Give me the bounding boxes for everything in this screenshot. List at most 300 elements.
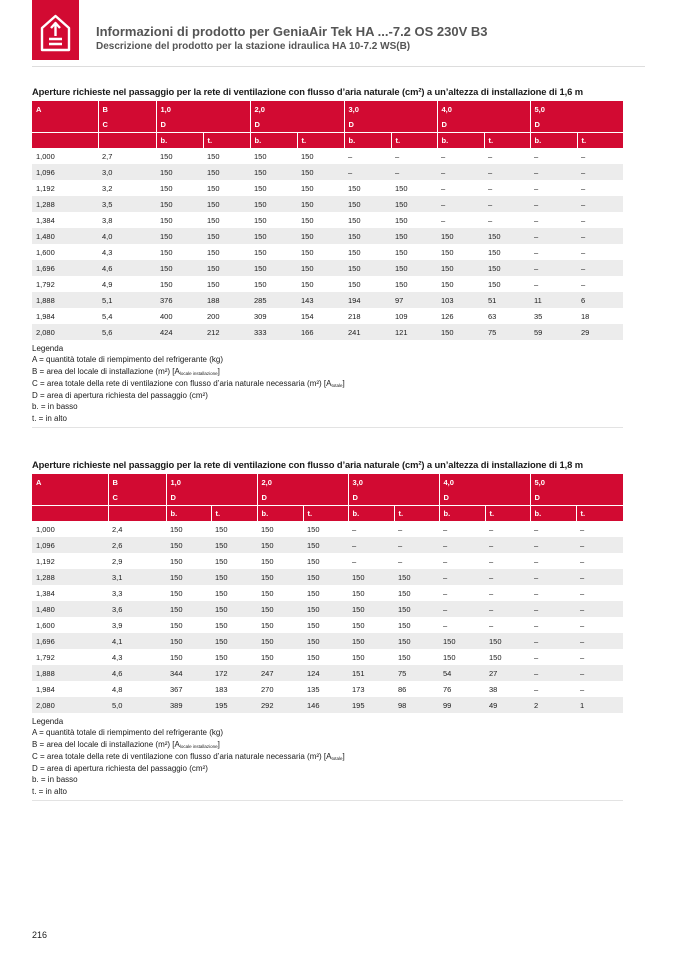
table-cell: – bbox=[437, 180, 484, 196]
table-cell: 124 bbox=[303, 665, 348, 681]
table-cell: 150 bbox=[437, 324, 484, 340]
header-cell: C bbox=[98, 117, 156, 133]
header-cell: D bbox=[530, 490, 623, 506]
table-cell: 150 bbox=[166, 633, 211, 649]
table-cell: 247 bbox=[257, 665, 303, 681]
table-cell: 150 bbox=[211, 633, 257, 649]
table-cell: 150 bbox=[485, 649, 530, 665]
table-cell: – bbox=[577, 212, 623, 228]
table-cell: 2,080 bbox=[32, 324, 98, 340]
legend bbox=[32, 343, 623, 424]
table-cell: – bbox=[576, 569, 623, 585]
table-cell: 4,1 bbox=[108, 633, 166, 649]
table-cell: 150 bbox=[297, 212, 344, 228]
table-row bbox=[32, 681, 623, 697]
table-cell: 150 bbox=[297, 228, 344, 244]
table-row bbox=[32, 308, 623, 324]
table-cell: – bbox=[484, 180, 530, 196]
header-cell: t. bbox=[577, 133, 623, 149]
table-cell: – bbox=[576, 601, 623, 617]
table-cell: 150 bbox=[250, 196, 297, 212]
table-cell: 166 bbox=[297, 324, 344, 340]
header-cell: D bbox=[439, 490, 530, 506]
header-cell: t. bbox=[485, 506, 530, 522]
table-row bbox=[32, 521, 623, 537]
header-cell: b. bbox=[348, 506, 394, 522]
table-cell: 150 bbox=[156, 196, 203, 212]
header-cell: t. bbox=[211, 506, 257, 522]
table-cell: 150 bbox=[297, 260, 344, 276]
header-cell: 3,0 bbox=[344, 101, 437, 117]
table-cell: 150 bbox=[166, 649, 211, 665]
table-cell: – bbox=[530, 148, 577, 164]
table-row bbox=[32, 553, 623, 569]
table-cell: – bbox=[439, 617, 485, 633]
table-cell: 150 bbox=[156, 260, 203, 276]
header-cell: D bbox=[166, 490, 257, 506]
table-cell: 150 bbox=[348, 601, 394, 617]
table-cell: 150 bbox=[303, 585, 348, 601]
table-cell: 150 bbox=[257, 601, 303, 617]
table-cell: 424 bbox=[156, 324, 203, 340]
table-cell: 135 bbox=[303, 681, 348, 697]
table-cell: 241 bbox=[344, 324, 391, 340]
table-row bbox=[32, 196, 623, 212]
table-cell: 150 bbox=[257, 633, 303, 649]
table-cell: 150 bbox=[344, 196, 391, 212]
legend-line-top: t. = in alto bbox=[32, 786, 67, 796]
table-cell: 97 bbox=[391, 292, 437, 308]
table-cell: 1,096 bbox=[32, 164, 98, 180]
table-cell: 1,384 bbox=[32, 585, 108, 601]
table-cell: 195 bbox=[348, 697, 394, 713]
table-cell: – bbox=[577, 228, 623, 244]
header-cell: D bbox=[250, 117, 344, 133]
table-cell: – bbox=[530, 537, 576, 553]
table-cell: 150 bbox=[394, 633, 439, 649]
table-cell: – bbox=[344, 164, 391, 180]
table-cell: – bbox=[439, 521, 485, 537]
legend-line-bottom: b. = in basso bbox=[32, 775, 78, 785]
table-cell: – bbox=[576, 537, 623, 553]
header-cell bbox=[32, 133, 98, 149]
header-cell: B bbox=[98, 101, 156, 117]
table-cell: 183 bbox=[211, 681, 257, 697]
legend-title: Legenda bbox=[32, 717, 64, 726]
table-cell: – bbox=[439, 569, 485, 585]
table-cell: – bbox=[530, 649, 576, 665]
table-cell: 285 bbox=[250, 292, 297, 308]
table-cell: 188 bbox=[203, 292, 250, 308]
header-cell: 1,0 bbox=[166, 474, 257, 490]
table-cell: 150 bbox=[257, 617, 303, 633]
header-cell: t. bbox=[303, 506, 348, 522]
table-cell: 200 bbox=[203, 308, 250, 324]
table-cell: – bbox=[530, 601, 576, 617]
table-cell: 150 bbox=[166, 569, 211, 585]
table-title: Aperture richieste nel passaggio per la rete di ventilazione con flusso d’aria naturale (cm²) a un’altezza di installazione di 1,8 m bbox=[32, 459, 584, 470]
header-cell bbox=[32, 490, 108, 506]
header-cell: t. bbox=[297, 133, 344, 149]
table-cell: 150 bbox=[484, 244, 530, 260]
header-cell: b. bbox=[439, 506, 485, 522]
table-cell: – bbox=[530, 617, 576, 633]
table-row bbox=[32, 617, 623, 633]
table-cell: – bbox=[485, 601, 530, 617]
table-cell: 150 bbox=[156, 276, 203, 292]
legend-title: Legenda bbox=[32, 344, 64, 353]
table-cell: 3,6 bbox=[108, 601, 166, 617]
table-cell: – bbox=[576, 633, 623, 649]
table-cell: 121 bbox=[391, 324, 437, 340]
table-row bbox=[32, 244, 623, 260]
table-cell: 4,6 bbox=[98, 260, 156, 276]
table-cell: 151 bbox=[348, 665, 394, 681]
table-cell: 150 bbox=[484, 228, 530, 244]
table-cell: 150 bbox=[211, 617, 257, 633]
house-refrigerant-icon bbox=[38, 12, 73, 54]
table-cell: 150 bbox=[348, 649, 394, 665]
header-cell: b. bbox=[344, 133, 391, 149]
table-cell: 38 bbox=[485, 681, 530, 697]
table-cell: 5,6 bbox=[98, 324, 156, 340]
table-cell: 2,9 bbox=[108, 553, 166, 569]
table-row bbox=[32, 228, 623, 244]
header-cell: b. bbox=[437, 133, 484, 149]
table-cell: 150 bbox=[166, 521, 211, 537]
table-cell: 150 bbox=[203, 164, 250, 180]
table-cell: 1,600 bbox=[32, 244, 98, 260]
table-cell: 150 bbox=[211, 569, 257, 585]
table-row bbox=[32, 585, 623, 601]
table-cell: 195 bbox=[211, 697, 257, 713]
table-cell: – bbox=[530, 164, 577, 180]
table-cell: 150 bbox=[166, 601, 211, 617]
table-row bbox=[32, 164, 623, 180]
table-cell: – bbox=[530, 260, 577, 276]
table-cell: 1,984 bbox=[32, 308, 98, 324]
table-cell: 150 bbox=[156, 228, 203, 244]
table-cell: 150 bbox=[257, 537, 303, 553]
table-cell: – bbox=[485, 521, 530, 537]
table-cell: 150 bbox=[156, 148, 203, 164]
table-cell: 1,792 bbox=[32, 276, 98, 292]
table-cell: – bbox=[391, 148, 437, 164]
table-cell: 150 bbox=[211, 585, 257, 601]
table-cell: – bbox=[485, 569, 530, 585]
table-row bbox=[32, 276, 623, 292]
table-cell: 49 bbox=[485, 697, 530, 713]
table-cell: 150 bbox=[211, 537, 257, 553]
table-cell: 3,1 bbox=[108, 569, 166, 585]
table-cell: 1,000 bbox=[32, 521, 108, 537]
legend bbox=[32, 716, 623, 797]
table-cell: 146 bbox=[303, 697, 348, 713]
table-cell: – bbox=[484, 164, 530, 180]
table-cell: 344 bbox=[166, 665, 211, 681]
table-cell: – bbox=[348, 537, 394, 553]
table-cell: 150 bbox=[303, 569, 348, 585]
table-cell: 1,000 bbox=[32, 148, 98, 164]
table-cell: 99 bbox=[439, 697, 485, 713]
table-row bbox=[32, 180, 623, 196]
header-cell: C bbox=[108, 490, 166, 506]
table-cell: 150 bbox=[156, 212, 203, 228]
table-title: Aperture richieste nel passaggio per la rete di ventilazione con flusso d’aria naturale (cm²) a un’altezza di installazione di 1,6 m bbox=[32, 86, 584, 97]
table-cell: 98 bbox=[394, 697, 439, 713]
table-cell: – bbox=[484, 212, 530, 228]
legend-line-bottom: b. = in basso bbox=[32, 402, 78, 412]
table-cell: 150 bbox=[391, 244, 437, 260]
table-cell: 150 bbox=[437, 260, 484, 276]
table-cell: 150 bbox=[203, 180, 250, 196]
table-cell: 150 bbox=[203, 244, 250, 260]
table-cell: 150 bbox=[166, 585, 211, 601]
table-cell: – bbox=[485, 553, 530, 569]
header-cell: t. bbox=[203, 133, 250, 149]
table-cell: 1,288 bbox=[32, 196, 98, 212]
table-cell: 150 bbox=[203, 276, 250, 292]
table-row bbox=[32, 569, 623, 585]
table-cell: – bbox=[530, 228, 577, 244]
page-subtitle: Descrizione del prodotto per la stazione idraulica HA 10-7.2 WS(B) bbox=[96, 41, 411, 52]
table-cell: – bbox=[344, 148, 391, 164]
header-cell: b. bbox=[530, 506, 576, 522]
header-cell: 2,0 bbox=[250, 101, 344, 117]
table-cell: 150 bbox=[250, 164, 297, 180]
table-cell: 150 bbox=[437, 276, 484, 292]
table-cell: 1,888 bbox=[32, 665, 108, 681]
table-cell: 150 bbox=[156, 180, 203, 196]
table-cell: 3,9 bbox=[108, 617, 166, 633]
page-number: 216 bbox=[32, 930, 48, 940]
table-cell: 1,480 bbox=[32, 228, 98, 244]
table-cell: 1,984 bbox=[32, 681, 108, 697]
table-cell: – bbox=[485, 585, 530, 601]
table-cell: 5,1 bbox=[98, 292, 156, 308]
table-cell: – bbox=[577, 148, 623, 164]
table-cell: 4,8 bbox=[108, 681, 166, 697]
table-cell: – bbox=[530, 180, 577, 196]
table-body bbox=[32, 148, 623, 340]
table-cell: 3,8 bbox=[98, 212, 156, 228]
table-cell: 4,0 bbox=[98, 228, 156, 244]
table-cell: 150 bbox=[203, 148, 250, 164]
table-cell: – bbox=[439, 553, 485, 569]
table-cell: 150 bbox=[297, 180, 344, 196]
table-cell: 4,9 bbox=[98, 276, 156, 292]
table-cell: 150 bbox=[439, 649, 485, 665]
table-cell: 6 bbox=[577, 292, 623, 308]
ventilation-table bbox=[32, 474, 623, 713]
table-cell: 150 bbox=[156, 164, 203, 180]
table-cell: – bbox=[577, 276, 623, 292]
table-cell: 18 bbox=[577, 308, 623, 324]
table-row bbox=[32, 697, 623, 713]
table-cell: 150 bbox=[391, 260, 437, 276]
table-cell: 54 bbox=[439, 665, 485, 681]
table-row bbox=[32, 292, 623, 308]
table-cell: 150 bbox=[203, 212, 250, 228]
table-cell: 150 bbox=[344, 260, 391, 276]
table-cell: 150 bbox=[437, 244, 484, 260]
table-cell: – bbox=[576, 681, 623, 697]
header-cell bbox=[32, 117, 98, 133]
table-cell: 150 bbox=[297, 164, 344, 180]
table-cell: 292 bbox=[257, 697, 303, 713]
table-cell: 1,696 bbox=[32, 633, 108, 649]
table-cell: 150 bbox=[250, 212, 297, 228]
table-cell: 5,0 bbox=[108, 697, 166, 713]
table-cell: 3,2 bbox=[98, 180, 156, 196]
table-cell: 367 bbox=[166, 681, 211, 697]
table-cell: 150 bbox=[297, 244, 344, 260]
legend-line-c: C = area totale della rete di ventilazione con flusso d’aria naturale necessaria (m²) $[A_{totale}]$ bbox=[32, 378, 345, 388]
table-cell: 150 bbox=[211, 649, 257, 665]
table-row bbox=[32, 633, 623, 649]
table-cell: 150 bbox=[344, 244, 391, 260]
table-cell: 109 bbox=[391, 308, 437, 324]
table-cell: 150 bbox=[391, 228, 437, 244]
table-cell: 150 bbox=[211, 553, 257, 569]
table-cell: 150 bbox=[394, 585, 439, 601]
table-row bbox=[32, 665, 623, 681]
table-cell: – bbox=[437, 148, 484, 164]
header-cell: 1,0 bbox=[156, 101, 250, 117]
table-cell: 2,7 bbox=[98, 148, 156, 164]
brand-logo bbox=[32, 0, 79, 60]
header-cell: D bbox=[348, 490, 439, 506]
table-cell: 4,3 bbox=[98, 244, 156, 260]
header-cell: D bbox=[344, 117, 437, 133]
table-cell: – bbox=[576, 521, 623, 537]
table-cell: 27 bbox=[485, 665, 530, 681]
table-cell: – bbox=[577, 180, 623, 196]
table-cell: 150 bbox=[484, 260, 530, 276]
header-cell: 5,0 bbox=[530, 474, 623, 490]
table-cell: 150 bbox=[303, 601, 348, 617]
legend-line-a: A = quantità totale di riempimento del refrigerante (kg) bbox=[32, 355, 223, 365]
table-cell: 150 bbox=[348, 617, 394, 633]
table-row bbox=[32, 601, 623, 617]
table-cell: 35 bbox=[530, 308, 577, 324]
table-row bbox=[32, 260, 623, 276]
header-cell: A bbox=[32, 101, 98, 117]
header-divider bbox=[32, 66, 645, 67]
table-cell: 3,3 bbox=[108, 585, 166, 601]
table-cell: 150 bbox=[257, 585, 303, 601]
table-cell: – bbox=[394, 521, 439, 537]
table-cell: 218 bbox=[344, 308, 391, 324]
table-cell: – bbox=[576, 617, 623, 633]
table-cell: 1 bbox=[576, 697, 623, 713]
table-cell: 1,192 bbox=[32, 180, 98, 196]
table-cell: 1,288 bbox=[32, 569, 108, 585]
table-cell: 150 bbox=[257, 553, 303, 569]
table-cell: 173 bbox=[348, 681, 394, 697]
table-cell: 59 bbox=[530, 324, 577, 340]
table-cell: 150 bbox=[394, 649, 439, 665]
table-cell: – bbox=[530, 681, 576, 697]
table-cell: – bbox=[530, 569, 576, 585]
table-cell: 150 bbox=[250, 276, 297, 292]
table-cell: 1,384 bbox=[32, 212, 98, 228]
table-row bbox=[32, 324, 623, 340]
table-cell: 1,192 bbox=[32, 553, 108, 569]
table-cell: 150 bbox=[257, 569, 303, 585]
table-cell: – bbox=[530, 553, 576, 569]
table-cell: 150 bbox=[394, 569, 439, 585]
table-row bbox=[32, 212, 623, 228]
legend-line-b: B = area del locale di installazione (m²) $[A_{locale installazione}]$ bbox=[32, 366, 220, 376]
table-cell: 150 bbox=[344, 180, 391, 196]
legend-line-top: t. = in alto bbox=[32, 413, 67, 423]
table-cell: 126 bbox=[437, 308, 484, 324]
table-cell: 400 bbox=[156, 308, 203, 324]
table-cell: 150 bbox=[156, 244, 203, 260]
table-cell: – bbox=[576, 585, 623, 601]
table-cell: 150 bbox=[297, 148, 344, 164]
header-cell: A bbox=[32, 474, 108, 490]
table-cell: 143 bbox=[297, 292, 344, 308]
table-cell: 5,4 bbox=[98, 308, 156, 324]
table-cell: 150 bbox=[344, 228, 391, 244]
table-cell: 150 bbox=[250, 260, 297, 276]
table-cell: 376 bbox=[156, 292, 203, 308]
header-cell: 4,0 bbox=[439, 474, 530, 490]
table-cell: – bbox=[530, 244, 577, 260]
table-cell: – bbox=[394, 537, 439, 553]
table-cell: 29 bbox=[577, 324, 623, 340]
table-cell: 75 bbox=[484, 324, 530, 340]
table-cell: 150 bbox=[203, 260, 250, 276]
table-cell: – bbox=[437, 212, 484, 228]
table-cell: 154 bbox=[297, 308, 344, 324]
table-body bbox=[32, 521, 623, 713]
header-cell: t. bbox=[576, 506, 623, 522]
legend-divider bbox=[32, 800, 623, 801]
header-cell: b. bbox=[250, 133, 297, 149]
table-cell: 150 bbox=[211, 601, 257, 617]
table-cell: – bbox=[576, 649, 623, 665]
table-cell: 150 bbox=[344, 212, 391, 228]
legend-line-c: C = area totale della rete di ventilazione con flusso d’aria naturale necessaria (m²) $[A_{totale}]$ bbox=[32, 751, 345, 761]
table-section-1-8m bbox=[32, 459, 623, 801]
table-row bbox=[32, 148, 623, 164]
table-cell: – bbox=[577, 164, 623, 180]
table-cell: – bbox=[577, 244, 623, 260]
table-cell: – bbox=[485, 537, 530, 553]
table-cell: 194 bbox=[344, 292, 391, 308]
table-cell: – bbox=[530, 212, 577, 228]
table-cell: 150 bbox=[437, 228, 484, 244]
table-cell: – bbox=[530, 196, 577, 212]
table-cell: 150 bbox=[391, 180, 437, 196]
table-cell: 150 bbox=[348, 585, 394, 601]
header-cell: 2,0 bbox=[257, 474, 348, 490]
table-cell: 150 bbox=[303, 633, 348, 649]
table-cell: – bbox=[439, 601, 485, 617]
table-cell: 150 bbox=[203, 196, 250, 212]
header-cell bbox=[32, 506, 108, 522]
table-cell: 3,5 bbox=[98, 196, 156, 212]
table-cell: 150 bbox=[303, 617, 348, 633]
table-cell: 150 bbox=[348, 569, 394, 585]
table-row bbox=[32, 649, 623, 665]
header-cell: 3,0 bbox=[348, 474, 439, 490]
table-cell: 150 bbox=[439, 633, 485, 649]
table-cell: 150 bbox=[484, 276, 530, 292]
